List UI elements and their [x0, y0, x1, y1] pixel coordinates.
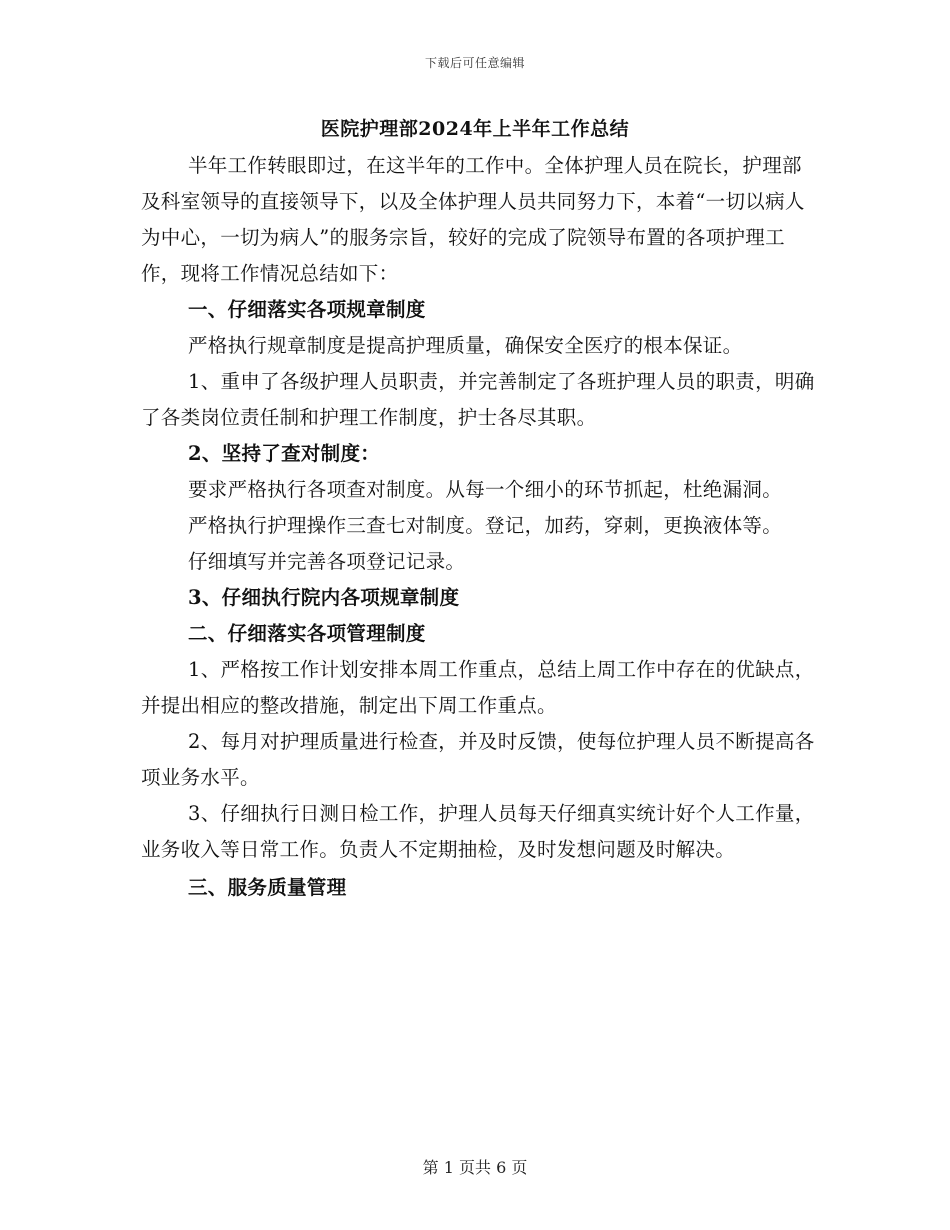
intro-paragraph: 半年工作转眼即过，在这半年的工作中。全体护理人员在院长，护理部及科室领导的直接领导下，以及全体护理人员共同努力下，本着“一切以病人为中心，一切为病人”的服务宗旨，较好的完成了院领导布置的各项护理工作，现将工作情况总结如下： — [141, 154, 805, 285]
body-paragraph: 仔细填写并完善各项登记记录。 — [188, 550, 466, 573]
subheading: 3、仔细执行院内各项规章制度 — [188, 586, 460, 609]
body-paragraph: 1、严格按工作计划安排本周工作重点，总结上周工作中存在的优缺点，并提出相应的整改措施，制定出下周工作重点。 — [141, 658, 815, 717]
document-body — [141, 148, 821, 906]
body-paragraph: 严格执行规章制度是提高护理质量，确保安全医疗的根本保证。 — [188, 334, 743, 357]
section-heading-1: 一、仔细落实各项规章制度 — [188, 298, 426, 321]
header-note: 下载后可任意编辑 — [424, 56, 525, 70]
body-paragraph: 严格执行护理操作三查七对制度。登记，加药，穿刺，更换液体等。 — [188, 514, 783, 537]
body-paragraph: 3、仔细执行日测日检工作，护理人员每天仔细真实统计好个人工作量，业务收入等日常工作。负责人不定期抽检，及时发想问题及时解决。 — [141, 802, 815, 861]
body-paragraph: 要求严格执行各项查对制度。从每一个细小的环节抓起，杜绝漏洞。 — [188, 478, 783, 501]
body-paragraph: 2、每月对护理质量进行检查，并及时反馈，使每位护理人员不断提高各项业务水平。 — [141, 730, 815, 789]
subheading: 2、坚持了查对制度： — [188, 442, 381, 465]
section-heading-3: 三、服务质量管理 — [188, 876, 347, 899]
body-paragraph: 1、重申了各级护理人员职责，并完善制定了各班护理人员的职责，明确了各类岗位责任制和护理工作制度，护士各尽其职。 — [141, 370, 815, 429]
section-heading-2: 二、仔细落实各项管理制度 — [188, 622, 426, 645]
document-title: 医院护理部2024年上半年工作总结 — [320, 118, 630, 140]
page-number-footer: 第 1 页共 6 页 — [422, 1158, 528, 1177]
